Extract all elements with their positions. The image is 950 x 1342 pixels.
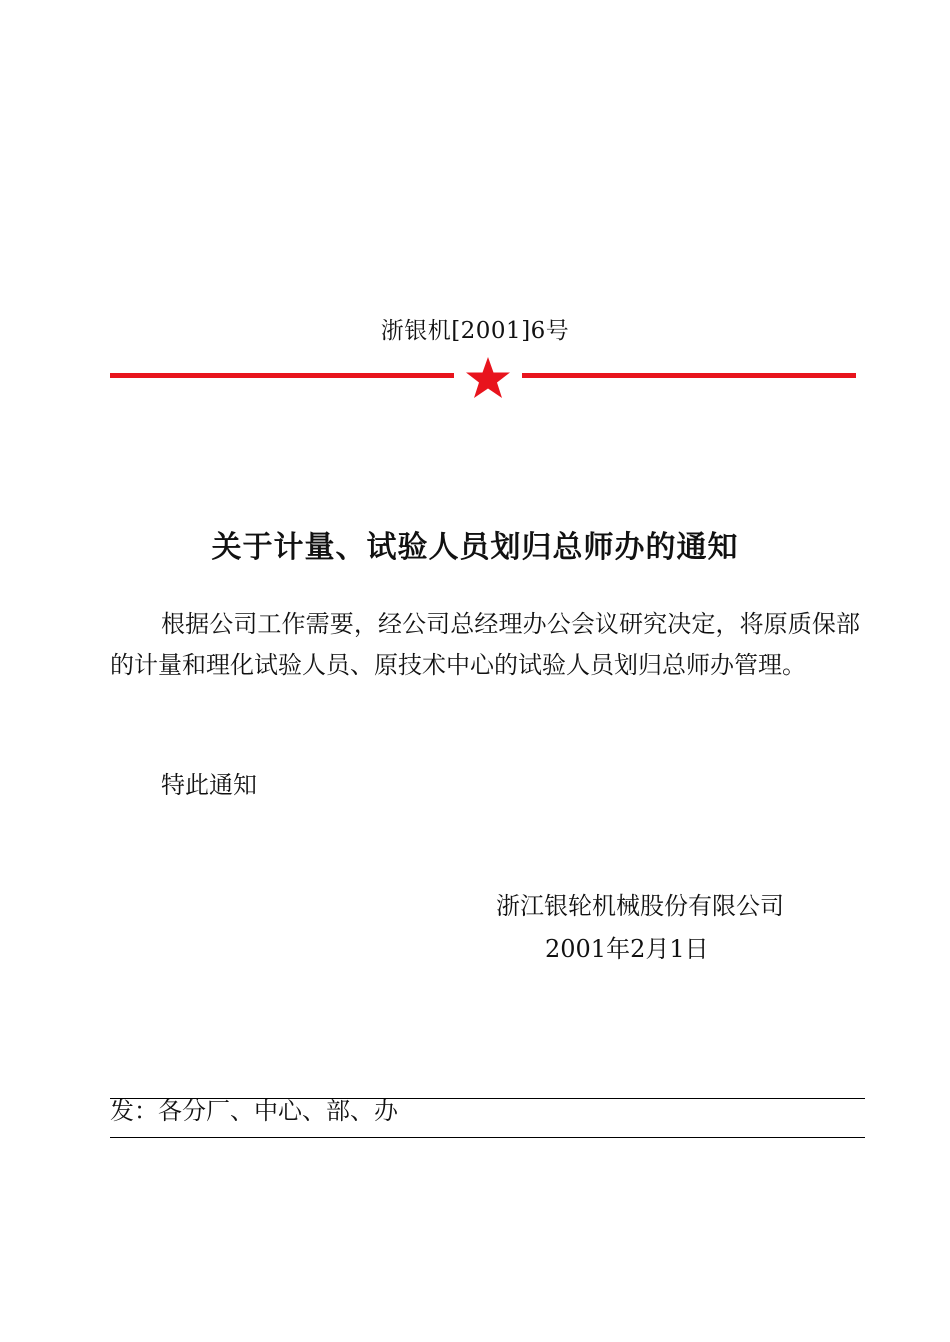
distribution-list: 发：各分厂、中心、部、办	[110, 1097, 398, 1125]
closing-phrase: 特此通知	[161, 771, 257, 799]
red-star-icon	[461, 355, 515, 401]
red-divider-left	[110, 373, 454, 378]
document-title: 关于计量、试验人员划归总师办的通知	[211, 530, 739, 565]
document-number: 浙银机[2001]6号	[380, 318, 570, 344]
red-divider-right	[522, 373, 856, 378]
footer-rule-bottom	[110, 1137, 865, 1138]
issue-date: 2001年2月1日	[545, 935, 709, 963]
body-paragraph: 根据公司工作需要，经公司总经理办公会议研究决定，将原质保部的计量和理化试验人员、原技术中心的试验人员划归总师办管理。	[110, 610, 860, 679]
issuing-company: 浙江银轮机械股份有限公司	[496, 892, 784, 920]
